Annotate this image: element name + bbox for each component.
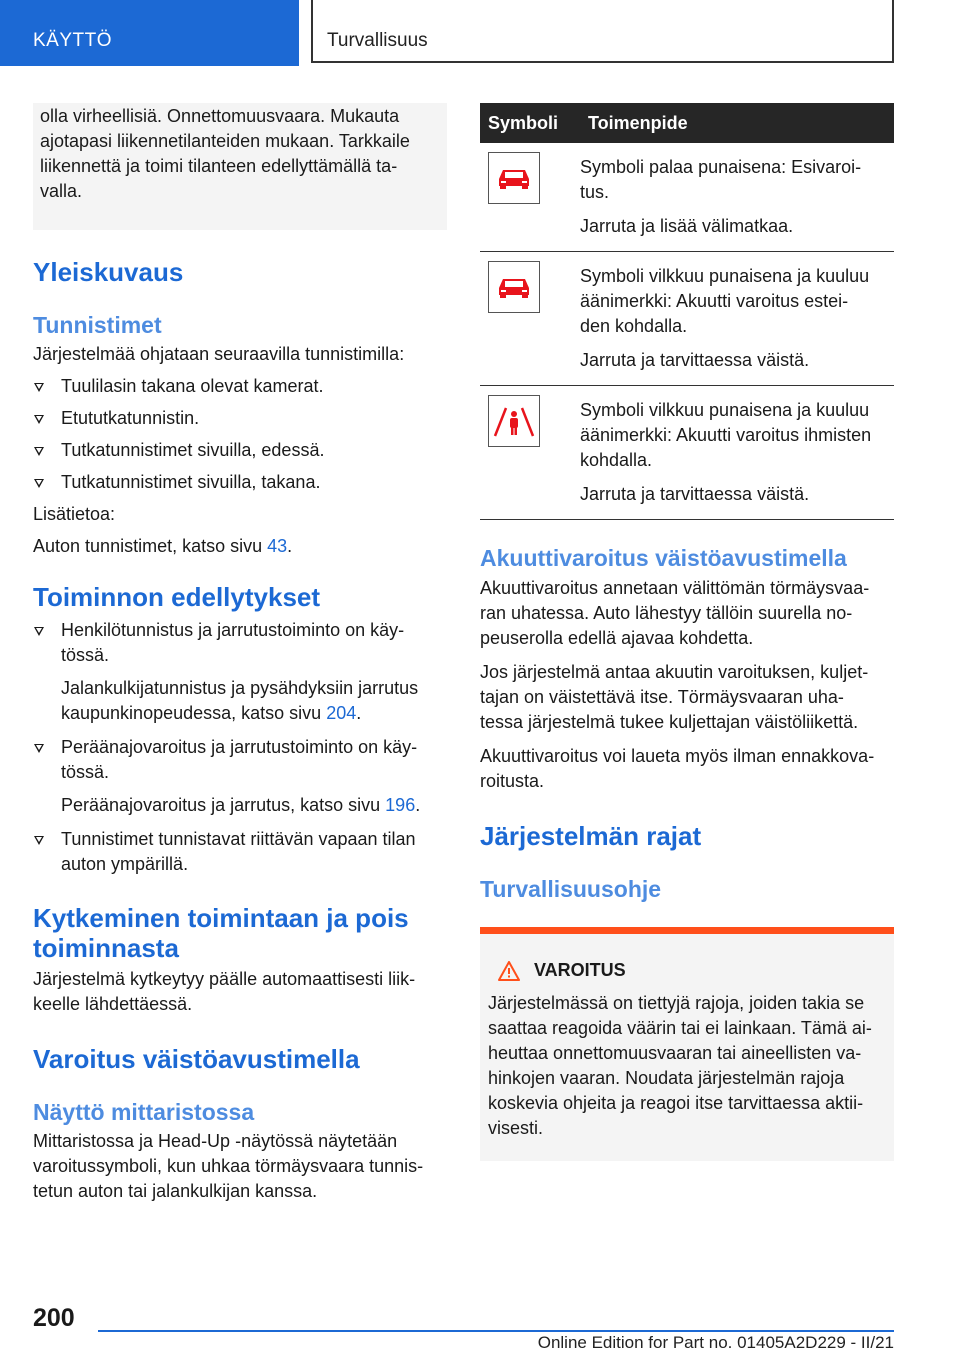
- warning-text: hinkojen vaaran. Noudata järjestelmän rajoja: [488, 1068, 845, 1088]
- list-item: Tuulilasin takana olevat kamerat.: [33, 374, 447, 399]
- intro-line: ajotapasi liikennetilanteiden mukaan. Tarkkaile: [40, 131, 410, 151]
- left-column: [33, 103, 447, 1204]
- chapter-tab: [311, 0, 894, 63]
- warning-text: heuttaa onnettomuusvaaran tai aineellisten va-: [488, 1043, 862, 1063]
- display-text: varoitussymboli, kun uhkaa törmäysvaara tunnis-: [33, 1156, 424, 1176]
- list-item: Tutkatunnistimet sivuilla, edessä.: [33, 438, 447, 463]
- more-info-text: Auton tunnistimet, katso sivu 43.: [33, 536, 293, 556]
- warning-box: [480, 927, 894, 1161]
- requirements-list: [33, 618, 447, 877]
- chapter-title: Turvallisuus: [327, 30, 428, 51]
- list-item: Tutkatunnistimet sivuilla, takana.: [33, 470, 447, 495]
- safety-heading: Turvallisuusohje: [480, 876, 662, 902]
- triangle-bullet-icon: [34, 627, 44, 636]
- triangle-bullet-icon: [34, 383, 44, 392]
- list-item: Peräänajovaroitus ja jarrutustoiminto on käy- tössä. Peräänajovaroitus ja jarrutus, katso sivu 196.: [33, 735, 447, 818]
- overview-heading: Yleiskuvaus: [33, 257, 184, 287]
- edition-text: Online Edition for Part no. 01405A2D229 - II/21: [537, 1333, 894, 1352]
- intro-line: liikennettä ja toimi tilanteen edellyttämällä ta-: [40, 156, 398, 176]
- triangle-bullet-icon: [34, 744, 44, 753]
- section-title: KÄYTTÖ: [33, 30, 113, 51]
- car-warning-icon: [488, 261, 540, 313]
- list-item: Henkilötunnistus ja jarrutustoiminto on käy- tössä. Jalankulkijatunnistus ja pysähdyksiin jarrutus kaupunkinopeudessa, katso sivu 204.: [33, 618, 447, 726]
- triangle-bullet-icon: [34, 479, 44, 488]
- acute-paragraph: Akuuttivaroitus annetaan välittömän törmäysvaa- ran uhatessa. Auto lähestyy tällöin suurella no- peuserolla edellä ajavaa kohdetta.: [480, 578, 870, 648]
- footer-divider: [98, 1330, 894, 1332]
- activation-text: Järjestelmä kytkeytyy päälle automaattisesti liik-: [33, 969, 416, 989]
- intro-note: [33, 103, 447, 230]
- display-text: Mittaristossa ja Head-Up -näytössä näytetään: [33, 1131, 398, 1151]
- page-number: 200: [33, 1304, 75, 1332]
- right-column: [480, 103, 894, 1161]
- limits-heading: Järjestelmän rajat: [480, 821, 702, 851]
- warning-title: VAROITUS: [534, 960, 626, 980]
- table-row: Symboli palaa punaisena: Esivaroi- tus. Jarruta ja lisää välimatkaa.: [480, 143, 894, 252]
- sensors-heading: Tunnistimet: [33, 312, 162, 338]
- activation-heading: Kytkeminen toimintaan ja pois toiminnasta: [33, 903, 409, 963]
- sensor-list: [33, 374, 447, 495]
- activation-text: keelle lähdettäessä.: [33, 994, 193, 1014]
- pedestrian-warning-icon: [488, 395, 540, 447]
- triangle-bullet-icon: [34, 447, 44, 456]
- page-link[interactable]: 204: [326, 703, 357, 723]
- acute-heading: Akuuttivaroitus väistöavustimella: [480, 545, 847, 571]
- triangle-bullet-icon: [34, 415, 44, 424]
- more-info-label: Lisätietoa:: [33, 504, 116, 524]
- list-item: Tunnistimet tunnistavat riittävän vapaan tilan auton ympärillä.: [33, 827, 447, 877]
- table-row: Symboli vilkkuu punaisena ja kuuluu äänimerkki: Akuutti varoitus estei- den kohdalla. Jarruta ja tarvittaessa väistä.: [480, 252, 894, 386]
- table-row: Symboli vilkkuu punaisena ja kuuluu äänimerkki: Akuutti varoitus ihmisten kohdalla. Jarruta ja tarvittaessa väistä.: [480, 386, 894, 520]
- requirements-heading: Toiminnon edellytykset: [33, 582, 321, 612]
- intro-line: valla.: [40, 181, 83, 201]
- column-header-action: Toimenpide: [580, 103, 894, 143]
- warning-text: Järjestelmässä on tiettyjä rajoja, joiden takia se: [488, 993, 865, 1013]
- warning-heading: Varoitus väistöavustimella: [33, 1044, 360, 1074]
- warning-triangle-icon: [498, 961, 520, 981]
- display-heading: Näyttö mittaristossa: [33, 1099, 255, 1125]
- section-tab: [0, 0, 299, 66]
- page-link[interactable]: 196: [385, 795, 416, 815]
- intro-line: olla virheellisiä. Onnettomuusvaara. Mukauta: [40, 106, 400, 126]
- car-warning-icon: [488, 152, 540, 204]
- page-link[interactable]: 43: [267, 536, 288, 556]
- warning-text: saattaa reagoida väärin tai ei lainkaan. Tämä ai-: [488, 1018, 872, 1038]
- warning-text: visesti.: [488, 1118, 544, 1138]
- acute-paragraph: Akuuttivaroitus voi laueta myös ilman ennakkova- roitusta.: [480, 746, 875, 791]
- warning-text: koskevia ohjeita ja reagoi itse tarvittaessa aktii-: [488, 1093, 864, 1113]
- acute-paragraph: Jos järjestelmä antaa akuutin varoituksen, kuljet- tajan on väistettävä itse. Törmäysvaaran uha- tessa järjestelmä tukee kuljettajan väistöliikettä.: [480, 662, 869, 732]
- display-text: tetun auton tai jalankulkijan kanssa.: [33, 1181, 318, 1201]
- triangle-bullet-icon: [34, 836, 44, 845]
- list-item: Etututkatunnistin.: [33, 406, 447, 431]
- column-header-symbol: Symboli: [480, 103, 580, 143]
- sensors-intro: Järjestelmää ohjataan seuraavilla tunnistimilla:: [33, 344, 405, 364]
- symbol-table: [480, 103, 894, 520]
